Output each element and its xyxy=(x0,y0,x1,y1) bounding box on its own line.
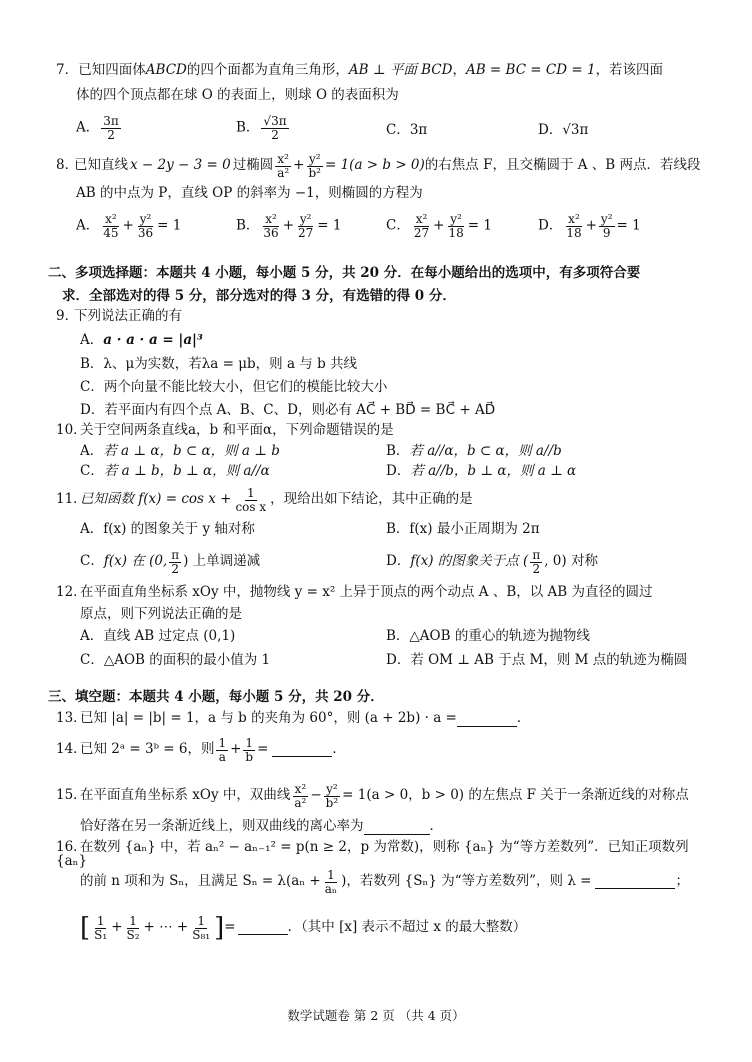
q16-line3: [ $\frac{1}{\text{S₁}}$ + $\frac{1}{\text{S₂}}$ + ⋯ + $\frac{1}{\text{S₈₁}}$ ] = ．（其中 [x] 表示不超过 x 的最大整数） xyxy=(80,913,527,943)
question-7 xyxy=(56,64,706,78)
answer-blank[interactable] xyxy=(272,743,332,758)
question-13: 13．已知 |a| = |b| = 1，a 与 b 的夹角为 60°，则 (a + 2b) · a = ． xyxy=(56,710,531,726)
q8-option-c: C． $\frac{\text{x²}}{27}$ + $\frac{\text{y²}}{18}$ = 1 xyxy=(386,211,492,240)
answer-blank[interactable] xyxy=(457,712,517,727)
q7-options xyxy=(76,110,716,146)
q7-option-a: A． $\frac{3\pi}{2}$ xyxy=(76,113,119,142)
q12-line2: 原点，则下列说法正确的是 xyxy=(80,606,242,622)
section-3-heading: 三、填空题：本题共 4 小题，每小题 5 分，共 20 分． xyxy=(48,689,384,705)
q7-option-c: C．3π xyxy=(386,122,428,138)
q15-line2: 恰好落在另一条渐近线上，则双曲线的离心率为 ． xyxy=(80,818,443,834)
question-number: 7． xyxy=(56,62,79,78)
q8-option-b: B． $\frac{\text{x²}}{36}$ + $\frac{\text{y²}}{27}$ = 1 xyxy=(236,211,342,240)
question-12: 12．在平面直角坐标系 xOy 中，抛物线 y = x² 上异于顶点的两个动点 A 、B，以 AB 为直径的圆过 xyxy=(56,584,653,600)
q8-line2: AB 的中点为 P，直线 OP 的斜率为 −1，则椭圆的方程为 xyxy=(76,185,423,201)
q12-option-c: C．△AOB 的面积的最小值为 1 xyxy=(80,652,271,668)
question-15: 15． 在平面直角坐标系 xOy 中，双曲线 $\frac{\text{x²}}{\text{a²}}$ − $\frac{\text{y²}}{\text{b²}}$ = 1(a > 0，b > 0) 的左焦点 F 关于一条渐近线的对称点 xyxy=(56,781,689,810)
q9-option-d: D．若平面内有四个点 A、B、C、D，则必有 AC⃗ + BD⃗ = BC⃗ + AD⃗ xyxy=(80,402,496,418)
q11-option-b: B．f(x) 最小正周期为 2π xyxy=(386,521,540,537)
q12-option-d: D．若 OM ⊥ AB 于点 M，则 M 点的轨迹为椭圆 xyxy=(386,652,688,668)
section-2-heading: 二、多项选择题：本题共 4 小题，每小题 5 分，共 20 分．在每小题给出的选项中，有多项符合要 求．全部选对的得 5 分，部分选对的得 3 分，有选错的得 0 分． xyxy=(48,265,641,304)
question-11: 11． 已知函数 f(x) = cos x + $\frac{1}{\text{cos x}}$ ，现给出如下结论，其中正确的是 xyxy=(56,485,473,514)
q12-option-b: B．△AOB 的重心的轨迹为抛物线 xyxy=(386,628,590,644)
question-10: 10．关于空间两条直线a，b 和平面α，下列命题错误的是 xyxy=(56,422,394,438)
answer-blank[interactable] xyxy=(595,875,675,890)
question-number: 8． xyxy=(56,157,79,174)
q7-line2: 体的四个顶点都在球 O 的表面上，则球 O 的表面积为 xyxy=(76,87,399,103)
q9-option-a: A．a · a · a = |a|³ xyxy=(80,332,203,348)
q10-option-a: A．若 a ⊥ α，b ⊂ α，则 a ⊥ b xyxy=(80,443,280,459)
q11-option-c: C． f(x) 在 (0, $\frac{\pi}{2}$ ) 上单调递减 xyxy=(80,547,261,576)
q7-text: 已知四面体ABCD的四个面都为直角三角形，AB ⊥ 平面 BCD，AB = BC = CD = 1，若该四面 xyxy=(78,62,664,78)
question-8: 8． 已知直线 x − 2y − 3 = 0 过椭圆 $\frac{\text{x²}}{\text{a²}}$ + $\frac{\text{y²}}{\text{b²}}$ = 1(a > b > 0) 的右焦点 F，且交椭圆于 A 、B 两点．若线段 xyxy=(56,151,701,180)
q9-option-b: B．λ、μ为实数，若λa = μb，则 a 与 b 共线 xyxy=(80,356,358,372)
question-16: 16．在数列 {aₙ} 中，若 aₙ² − aₙ₋₁² = p(n ≥ 2，p 为常数)，则称 {aₙ} 为“等方差数列”．已知正项数列 {aₙ} xyxy=(56,839,689,869)
q7-option-d: D．√3π xyxy=(538,122,589,138)
q10-option-b: B．若 a//α，b ⊂ α，则 a//b xyxy=(386,443,562,459)
q8-option-d: D． $\frac{\text{x²}}{18}$ + $\frac{\text{y²}}{9}$ = 1 xyxy=(538,211,641,240)
question-14: 14． 已知 2ᵃ = 3ᵇ = 6，则 $\frac{1}{a}$ + $\frac{1}{b}$ = ． xyxy=(56,735,346,764)
q11-option-d: D． f(x) 的图象关于点 ( $\frac{\pi}{2}$ , 0) 对称 xyxy=(386,547,598,576)
q10-option-c: C．若 a ⊥ b，b ⊥ α，则 a//α xyxy=(80,463,270,479)
q10-option-d: D．若 a//b，b ⊥ α，则 a ⊥ α xyxy=(386,463,577,479)
question-9: 9．下列说法正确的有 xyxy=(56,308,182,324)
q12-option-a: A．直线 AB 过定点 (0,1) xyxy=(80,628,236,644)
page-footer: 数学试题卷 第 2 页 （共 4 页） xyxy=(287,1008,465,1023)
q9-option-c: C．两个向量不能比较大小，但它们的模能比较大小 xyxy=(80,379,388,395)
q16-line2: 的前 n 项和为 Sₙ，且满足 Sₙ = λ(aₙ + $\frac{1}{\text{aₙ}}$ )，若数列 {Sₙ} 为“等方差数列”，则 λ = ； xyxy=(80,867,689,896)
answer-blank[interactable] xyxy=(364,820,430,835)
q11-option-a: A．f(x) 的图象关于 y 轴对称 xyxy=(80,521,255,537)
q8-option-a: A． $\frac{\text{x²}}{45}$ + $\frac{\text{y²}}{36}$ = 1 xyxy=(76,211,182,240)
q7-option-b: B． $\frac{√3\pi}{2}$ xyxy=(236,113,287,142)
answer-blank[interactable] xyxy=(238,921,288,936)
q8-options xyxy=(76,208,716,244)
